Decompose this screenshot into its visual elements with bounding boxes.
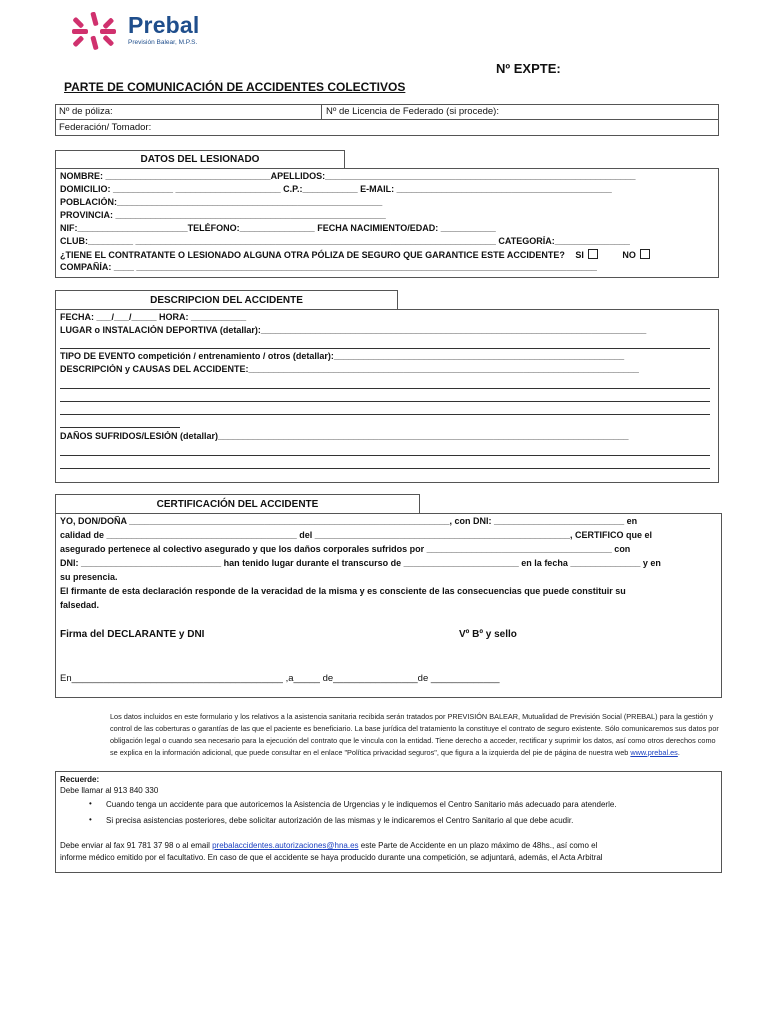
lesionado-nombre-line[interactable]: NOMBRE: _________________________________APELLIDOS:______________________________________________________________ xyxy=(60,171,636,181)
logo-name: Prebal xyxy=(128,12,200,38)
si-label: SI xyxy=(575,250,584,260)
prebal-star-icon xyxy=(68,12,122,52)
accidente-danos-line[interactable]: DAÑOS SUFRIDOS/LESIÓN (detallar)__________________________________________________________________________________ xyxy=(60,431,629,441)
no-label: NO xyxy=(622,250,636,260)
cert-lugar-fecha-line[interactable]: En________________________________________ ,a_____ de________________de _____________ xyxy=(60,673,500,684)
licencia-field[interactable]: Nº de Licencia de Federado (si procede): xyxy=(326,106,499,117)
lesionado-provincia-line[interactable]: PROVINCIA: ______________________________________________________ xyxy=(60,210,386,220)
accidente-fecha-line[interactable]: FECHA: ___/___/_____ HORA: ___________ xyxy=(60,312,247,322)
bullet-icon: • xyxy=(89,815,92,824)
descripcion-blank-line[interactable] xyxy=(60,427,180,428)
descripcion-blank-line[interactable] xyxy=(60,388,710,389)
certificacion-title-text: CERTIFICACIÓN DEL ACCIDENTE xyxy=(156,499,319,510)
accidente-tipo-line[interactable]: TIPO DE EVENTO competición / entrenamiento / otros (detallar):__________________________________________________________ xyxy=(60,351,625,361)
accidente-blank-line[interactable] xyxy=(60,348,710,349)
lesionado-nif-line[interactable]: NIF:______________________TELÉFONO:_______________ FECHA NACIMIENTO/EDAD: ___________ xyxy=(60,223,496,233)
recuerde-title: Recuerde: xyxy=(60,775,100,784)
lesionado-domicilio-line[interactable]: DOMICILIO: ____________ _____________________ C.P.:___________ E-MAIL: ___________________________________________ xyxy=(60,184,612,194)
accidente-title xyxy=(55,290,398,310)
lesionado-title-text: DATOS DEL LESIONADO xyxy=(140,154,260,165)
recuerde-fax-line xyxy=(60,841,597,850)
expte-label: Nº EXPTE: xyxy=(496,61,561,76)
certificacion-title xyxy=(55,494,420,514)
document-title: PARTE DE COMUNICACIÓN DE ACCIDENTES COLECTIVOS xyxy=(64,80,406,94)
lesionado-club-line[interactable]: CLUB:_________ ________________________________________________________________________ CATEGORÍA:_______________ xyxy=(60,236,630,246)
fax-pre-text: Debe enviar al fax 91 781 37 98 o al email xyxy=(60,841,210,850)
no-checkbox[interactable] xyxy=(640,249,650,259)
descripcion-blank-line[interactable] xyxy=(60,414,710,415)
danos-blank-line[interactable] xyxy=(60,468,710,469)
policy-divider-v xyxy=(321,104,322,119)
privacy-notice xyxy=(110,711,720,759)
visto-bueno-label: Vº Bº y sello xyxy=(459,629,517,640)
lesionado-compania-line[interactable]: COMPAÑÍA: ____ ____________________________________________________________________________________________ xyxy=(60,262,597,272)
logo-subtitle: Previsión Balear, M.P.S. xyxy=(128,39,198,46)
cert-calidad-line[interactable]: calidad de ______________________________________ del ___________________________________________________, CERTIFICO que el xyxy=(60,530,653,540)
accidente-descripcion-line[interactable]: DESCRIPCIÓN y CAUSAS DEL ACCIDENTE:______________________________________________________________________________ xyxy=(60,364,639,374)
federacion-field[interactable]: Federación/ Tomador: xyxy=(59,122,152,133)
lesionado-poliza-question xyxy=(60,249,700,260)
recuerde-phone: Debe llamar al 913 840 330 xyxy=(60,786,159,795)
recuerde-bullet-urgencias: Cuando tenga un accidente para que autoricemos la Asistencia de Urgencias y le indiquemos el Centro Sanitario más adecuado para atenderle. xyxy=(106,800,617,809)
lesionado-title xyxy=(55,150,345,169)
prebal-website-link[interactable]: www.prebal.es xyxy=(630,748,678,757)
policy-divider-h xyxy=(55,119,719,120)
prebal-logo xyxy=(68,12,228,52)
recuerde-fax-line2: informe médico emitido por el facultativo. En caso de que el accidente se haya producido durante una competición, se adjuntará, además, el Acta Arbitral xyxy=(60,853,603,862)
firma-declarante-label: Firma del DECLARANTE y DNI xyxy=(60,629,205,640)
accidente-section xyxy=(55,309,719,483)
cert-asegurado-line[interactable]: asegurado pertenece al colectivo asegurado y que los daños corporales sufridos por _____________________________________ con xyxy=(60,544,631,554)
lesionado-poblacion-line[interactable]: POBLACIÓN:_____________________________________________________ xyxy=(60,197,383,207)
cert-dni-line[interactable]: DNI: ____________________________ han tenido lugar durante el transcurso de _______________________ en la fecha ______________ y en xyxy=(60,558,661,568)
bullet-icon: • xyxy=(89,799,92,808)
autorizaciones-email-link[interactable]: prebalaccidentes.autorizaciones@hna.es xyxy=(212,841,359,850)
recuerde-bullet-posteriores: Si precisa asistencias posteriores, debe solicitar autorización de las mismas y le indicaremos el Centro Sanitario al que debe acudir. xyxy=(106,816,574,825)
danos-blank-line[interactable] xyxy=(60,455,710,456)
fax-post-text: este Parte de Accidente en un plazo máximo de 48hs., así como el xyxy=(360,841,598,850)
cert-falsedad-line: falsedad. xyxy=(60,600,100,610)
poliza-question-text: ¿TIENE EL CONTRATANTE O LESIONADO ALGUNA OTRA PÓLIZA DE SEGURO QUE GARANTICE ESTE ACCIDENTE? xyxy=(60,250,565,260)
si-checkbox[interactable] xyxy=(588,249,598,259)
cert-presencia-line: su presencia. xyxy=(60,572,118,582)
poliza-field[interactable]: Nº de póliza: xyxy=(59,106,113,117)
accidente-lugar-line[interactable]: LUGAR o INSTALACIÓN DEPORTIVA (detallar):_____________________________________________________________________________ xyxy=(60,325,647,335)
privacy-notice-end: . xyxy=(677,748,680,757)
privacy-notice-text: Los datos incluidos en este formulario y los relativos a la asistencia sanitaria recibida serán tratados por PREVISIÓN BALEAR, Mutualidad de Previsión Social (PREBAL) para la gestión y control de las coberturas o garantías de las que el paciente es beneficiario. La base jurídica del tratamiento la constituye el contrato de seguro existente. Sólo comunicaremos sus datos por obligación legal o cuando sea necesario para la ejecución del contrato que le vincula con la entidad. Tiene derecho a acceder, rectificar y suprimir los datos, así como otros derechos como se explica en la información adicional, que puede consultar en el enlace "Política privacidad seguros", que figura a la izquierda del pie de página de nuestra web xyxy=(110,712,719,757)
cert-yo-line[interactable]: YO, DON/DOÑA ________________________________________________________________, con DNI: __________________________ en xyxy=(60,516,638,526)
accidente-title-text: DESCRIPCION DEL ACCIDENTE xyxy=(150,295,303,306)
descripcion-blank-line[interactable] xyxy=(60,401,710,402)
cert-firmante-line: El firmante de esta declaración responde de la veracidad de la misma y es consciente de las consecuencias que puede constituir su xyxy=(60,586,626,596)
